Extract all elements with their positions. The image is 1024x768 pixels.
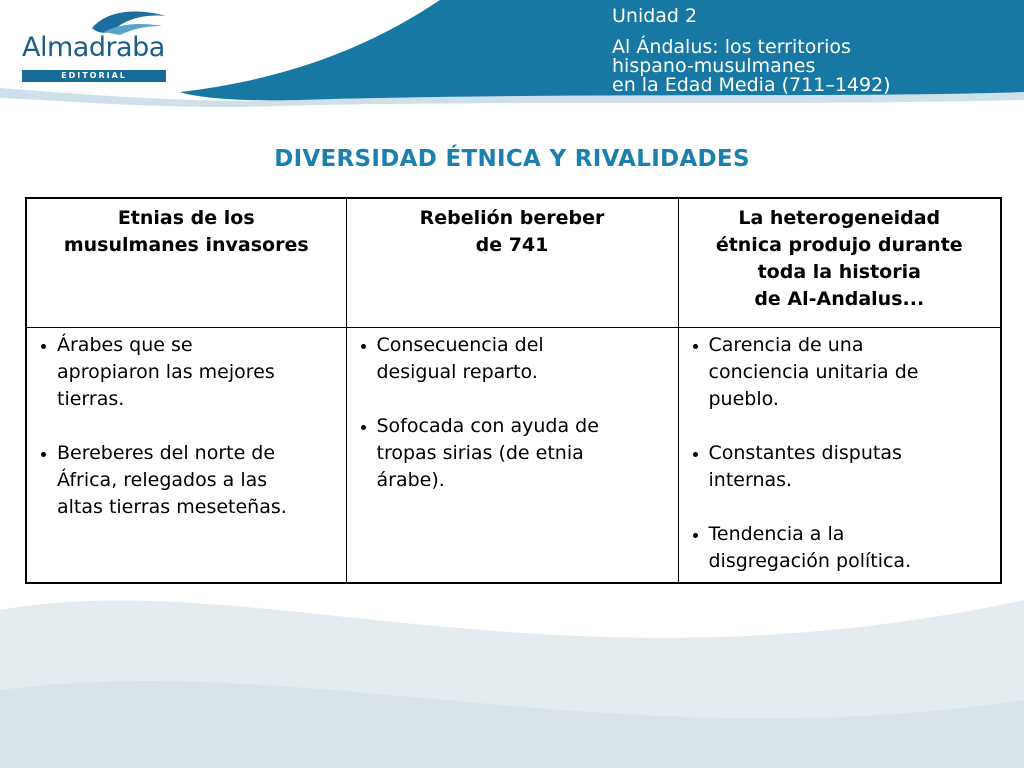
- list-item-line: apropiaron las mejores: [57, 361, 275, 383]
- ethnic-diversity-table: [25, 197, 1002, 584]
- list-item: [357, 413, 672, 494]
- unit-subtitle-line: Al Ándalus: los territorios: [612, 36, 851, 58]
- unit-label: Unidad 2: [612, 5, 698, 27]
- bullet-list: [37, 332, 340, 521]
- list-item-line: disgregación política.: [708, 550, 912, 572]
- header-line: Etnias de los: [117, 207, 255, 229]
- header-line: étnica produjo durante: [715, 234, 963, 256]
- header-line: toda la historia: [757, 261, 921, 283]
- table-header-row: [26, 198, 1001, 328]
- header-line: Rebelión bereber: [419, 207, 605, 229]
- list-item: [37, 332, 340, 413]
- table-cell-berber-revolt: [346, 328, 678, 584]
- list-item-line: Consecuencia del: [376, 334, 544, 356]
- list-item-line: pueblo.: [708, 388, 779, 410]
- list-item-line: altas tierras meseteñas.: [57, 496, 287, 518]
- list-item: [37, 440, 340, 521]
- list-item: [689, 332, 995, 413]
- table-cell-ethnicities: [26, 328, 346, 584]
- list-item-line: conciencia unitaria de: [708, 361, 919, 383]
- list-item-line: Constantes disputas: [708, 442, 902, 464]
- list-item-line: tropas sirias (de etnia: [376, 442, 584, 464]
- unit-info: [612, 5, 1012, 95]
- header-line: de Al-Andalus...: [754, 288, 925, 310]
- column-header-ethnicities: [26, 198, 346, 328]
- column-header-berber-revolt: [346, 198, 678, 328]
- logo-wordmark: Almadraba: [22, 32, 165, 63]
- list-item-line: África, relegados a las: [57, 469, 268, 491]
- unit-subtitle: [612, 38, 1012, 95]
- logo-subtitle: EDITORIAL: [22, 70, 166, 82]
- list-item-line: Sofocada con ayuda de: [376, 415, 599, 437]
- list-item-line: tierras.: [57, 388, 125, 410]
- list-item: [357, 332, 672, 386]
- list-item: [689, 440, 995, 494]
- column-header-heterogeneity: [678, 198, 1001, 328]
- bullet-list: [689, 332, 995, 575]
- header-line: de 741: [475, 234, 549, 256]
- list-item-line: Carencia de una: [708, 334, 864, 356]
- bullet-list: [357, 332, 672, 494]
- table-cell-heterogeneity: [678, 328, 1001, 584]
- list-item-line: Bereberes del norte de: [57, 442, 276, 464]
- list-item-line: Árabes que se: [57, 334, 193, 356]
- header-line: La heterogeneidad: [738, 207, 941, 229]
- almadraba-logo: [22, 6, 168, 80]
- unit-subtitle-line: hispano-musulmanes: [612, 55, 816, 77]
- list-item-line: desigual reparto.: [376, 361, 538, 383]
- header-line: musulmanes invasores: [63, 234, 309, 256]
- list-item-line: internas.: [708, 469, 793, 491]
- table-row: [26, 328, 1001, 584]
- list-item: [689, 521, 995, 575]
- list-item-line: Tendencia a la: [708, 523, 845, 545]
- page-title: DIVERSIDAD ÉTNICA Y RIVALIDADES: [274, 146, 750, 172]
- list-item-line: árabe).: [376, 469, 445, 491]
- unit-subtitle-line: en la Edad Media (711–1492): [612, 74, 891, 96]
